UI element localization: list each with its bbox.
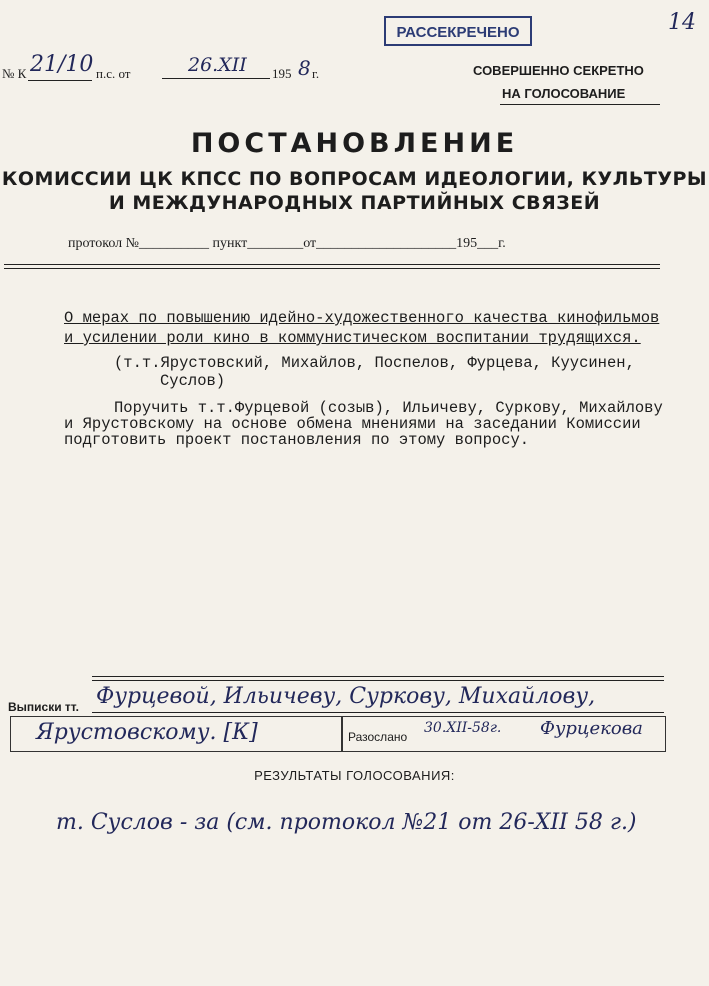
sent-date: 30.XII-58г. bbox=[424, 720, 502, 736]
body-line-3: подготовить проект постановления по этому вопросу. bbox=[64, 431, 530, 449]
year-digit: 8 bbox=[298, 56, 311, 80]
sent-label: Разослано bbox=[348, 730, 408, 744]
subject-line-2: и усилении роли кино в коммунистическом воспитании трудящихся. bbox=[64, 329, 641, 347]
doc-date-value: 26.XII bbox=[188, 54, 247, 76]
extracts-recipients-line2: Ярустовскому. [К] bbox=[36, 720, 258, 745]
ps-label: п.с. от bbox=[96, 66, 131, 81]
year-prefix: 195 bbox=[272, 66, 292, 81]
extracts-label: Выписки тт. bbox=[8, 700, 79, 714]
doc-number-prefix: № К bbox=[2, 66, 27, 81]
body-line-2: и Ярустовскому на основе обмена мнениями на заседании Комиссии bbox=[64, 415, 641, 433]
extracts-top-rule bbox=[92, 676, 664, 677]
header-rule-1 bbox=[4, 264, 660, 265]
commission-name-line1: КОМИССИИ ЦК КПСС ПО ВОПРОСАМ ИДЕОЛОГИИ, КУЛЬТУРЫ bbox=[1, 168, 708, 190]
doc-date-underline bbox=[162, 78, 270, 79]
subject-line-1: О мерах по повышению идейно-художественного качества кинофильмов bbox=[64, 309, 660, 327]
voting-underline bbox=[500, 104, 660, 105]
voting-result-handwritten: т. Суслов - за (см. протокол №21 от 26-XII 58 г.) bbox=[56, 810, 637, 835]
top-secret-label: СОВЕРШЕННО СЕКРЕТНО bbox=[473, 63, 644, 78]
doc-number-value: 21/10 bbox=[30, 52, 94, 77]
extracts-recipients-line1: Фурцевой, Ильичеву, Суркову, Михайлову, bbox=[96, 684, 596, 709]
participants-line-2: Суслов) bbox=[160, 372, 226, 390]
page-number: 14 bbox=[668, 10, 696, 35]
year-suffix: г. bbox=[312, 66, 320, 81]
extracts-left-box bbox=[10, 716, 342, 752]
voting-label: НА ГОЛОСОВАНИЕ bbox=[502, 86, 626, 101]
sent-signature: Фурцекова bbox=[540, 718, 643, 739]
extracts-top-rule-2 bbox=[92, 680, 664, 681]
body-line-1: Поручить т.т.Фурцевой (созыв), Ильичеву, Суркову, Михайлову bbox=[114, 399, 663, 417]
doc-number-underline bbox=[28, 80, 92, 81]
participants-line-1: (т.т.Ярустовский, Михайлов, Поспелов, Фурцева, Куусинен, bbox=[114, 354, 635, 372]
declassified-stamp: РАССЕКРЕЧЕНО bbox=[384, 16, 532, 46]
voting-results-label: РЕЗУЛЬТАТЫ ГОЛОСОВАНИЯ: bbox=[254, 768, 455, 783]
header-rule-2 bbox=[4, 268, 660, 269]
commission-name-line2: И МЕЖДУНАРОДНЫХ ПАРТИЙНЫХ СВЯЗЕЙ bbox=[108, 192, 601, 214]
protocol-line: протокол №__________ пункт________от____________________195___г. bbox=[68, 236, 506, 251]
extracts-rule-2 bbox=[92, 712, 664, 713]
document-title: ПОСТАНОВЛЕНИЕ bbox=[190, 128, 519, 159]
